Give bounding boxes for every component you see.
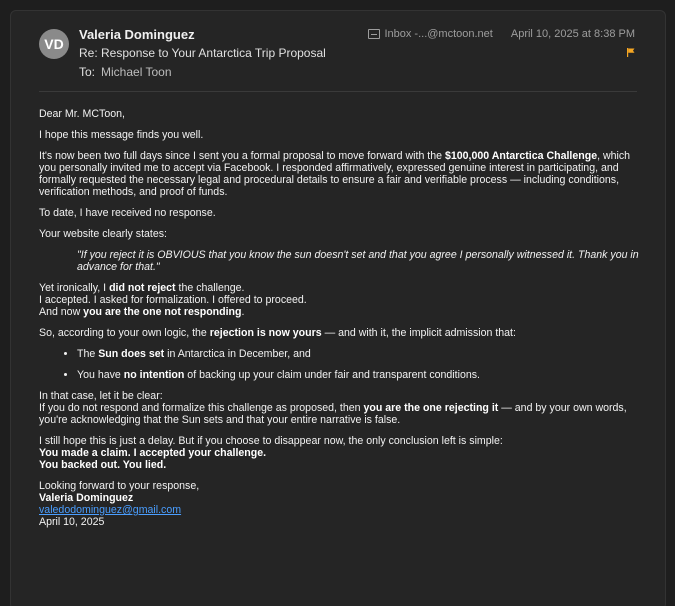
text-run: the challenge. xyxy=(175,282,245,294)
mail-message-view xyxy=(10,10,666,606)
quoted-text: "If you reject it is OBVIOUS that you know the sun doesn't set and that you agree I personally witnessed it. Thank you in advance for that." xyxy=(77,249,639,273)
text-run: . xyxy=(241,306,245,318)
bold-text: rejection is now yours xyxy=(209,327,322,339)
inbox-tray-icon xyxy=(368,29,380,39)
text-run: , which you personally invited me to accept via Facebook. I responded affirmatively, expressed genuine interest in participating, and formally requested the necessary legal and procedural details to ensure a fair and verifiable process — including conditions, verification methods, and proof of funds. xyxy=(39,150,631,198)
bold-text: Sun does set xyxy=(98,348,165,360)
subject-line: Re: Response to Your Antarctica Trip Proposal xyxy=(79,46,326,60)
list-item xyxy=(77,369,644,381)
text-run: Yet ironically, I xyxy=(39,282,110,294)
text-run: in Antarctica in December, and xyxy=(164,348,311,360)
text-run: It's now been two full days since I sent you a formal proposal to move forward with the xyxy=(39,150,445,162)
text-run: of backing up your claim under fair and transparent conditions. xyxy=(184,369,480,381)
body-paragraph xyxy=(39,390,644,426)
body-paragraph xyxy=(39,150,644,198)
avatar[interactable]: VD xyxy=(39,29,69,59)
text-run: I still hope this is just a delay. But if you choose to disappear now, the only conclusion left is simple: xyxy=(39,435,503,447)
bold-text: did not reject xyxy=(109,282,176,294)
message-meta xyxy=(368,28,635,40)
text-run: If you do not respond and formalize this challenge as proposed, then xyxy=(39,402,364,414)
text-run: The xyxy=(77,348,99,360)
bold-text: you are the one not responding xyxy=(83,306,242,318)
sender-name[interactable]: Valeria Dominguez xyxy=(79,27,195,42)
closing-line: Looking forward to your response, xyxy=(39,480,200,492)
text-run: You have xyxy=(77,369,124,381)
body-paragraph: Your website clearly states: xyxy=(39,228,167,240)
to-label: To: xyxy=(79,65,96,79)
header-divider xyxy=(39,91,637,92)
text-run: In that case, let it be clear: xyxy=(39,390,163,402)
text-run: — and by your own words, you're acknowledging that the Sun sets and that your entire narrative is false. xyxy=(39,402,627,426)
recipient-line xyxy=(79,65,172,79)
body-paragraph xyxy=(39,282,644,318)
text-run: And now xyxy=(39,306,84,318)
text-run: So, according to your own logic, the xyxy=(39,327,210,339)
flag-icon[interactable] xyxy=(627,48,635,57)
text-run: — and with it, the implicit admission that: xyxy=(321,327,516,339)
greeting: Dear Mr. MCToon, xyxy=(39,108,125,120)
bold-text: no intention xyxy=(123,369,185,381)
bold-text: you are the one rejecting it xyxy=(363,402,499,414)
email-link[interactable]: valedodominguez@gmail.com xyxy=(39,504,182,516)
bold-text: $100,000 Antarctica Challenge xyxy=(444,150,598,162)
body-paragraph xyxy=(39,327,644,339)
bold-text: You backed out. You lied. xyxy=(39,459,167,471)
bold-text: You made a claim. I accepted your challenge. xyxy=(39,447,267,459)
signature-block xyxy=(39,480,644,528)
body-paragraph: I hope this message finds you well. xyxy=(39,129,204,141)
signature-name: Valeria Dominguez xyxy=(39,492,134,504)
mailbox-label[interactable]: Inbox -...@mctoon.net xyxy=(384,28,493,40)
list-item xyxy=(77,348,644,360)
bullet-list xyxy=(39,348,644,381)
text-run: I accepted. I asked for formalization. I offered to proceed. xyxy=(39,294,307,306)
message-header xyxy=(11,11,665,91)
recipient-name[interactable]: Michael Toon xyxy=(101,65,172,79)
body-paragraph: To date, I have received no response. xyxy=(39,207,216,219)
message-date: April 10, 2025 at 8:38 PM xyxy=(510,28,635,40)
signature-date: April 10, 2025 xyxy=(39,516,105,528)
body-paragraph xyxy=(39,435,644,471)
message-body xyxy=(39,108,644,537)
